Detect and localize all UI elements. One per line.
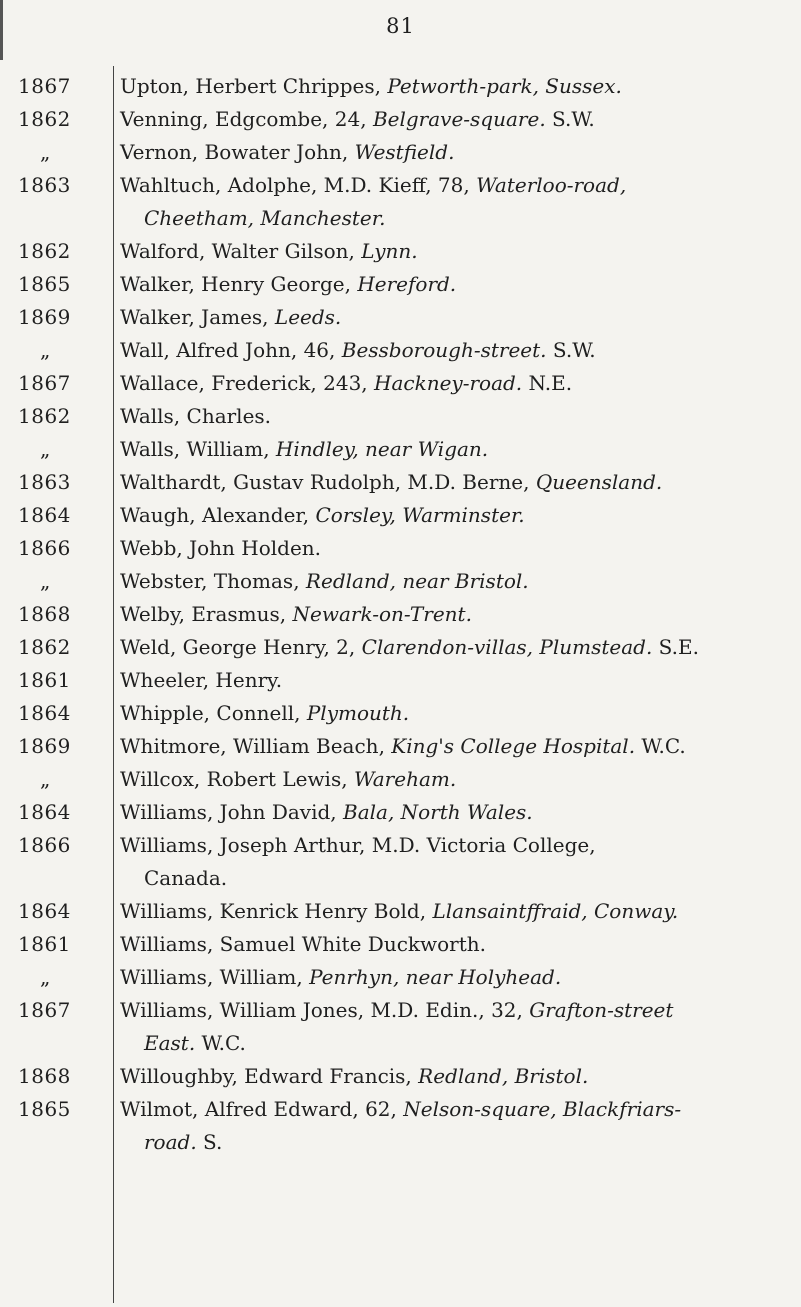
list-item xyxy=(0,664,790,697)
entry-text xyxy=(120,433,790,466)
entry-text xyxy=(120,400,790,433)
entry-place: Clarendon-villas, Plumstead. xyxy=(361,635,653,659)
entry-place: Bessborough-street. xyxy=(341,338,547,362)
list-item xyxy=(0,466,790,499)
entry-name: Walls, William, xyxy=(120,437,276,461)
entry-name: Williams, William, xyxy=(120,965,310,989)
entry-place: Leeds. xyxy=(274,305,342,329)
entry-text xyxy=(120,829,790,895)
entry-place: Nelson-square, Blackfriars- xyxy=(403,1097,682,1121)
entry-year: 1869 xyxy=(18,305,71,329)
list-item xyxy=(0,565,790,598)
entry-text xyxy=(120,499,790,532)
entry-place: Hackney-road. xyxy=(374,371,523,395)
list-item xyxy=(0,70,790,103)
entry-year: 1867 xyxy=(18,371,71,395)
entry-name: Weld, George Henry, 2, xyxy=(120,635,362,659)
entry-year: „ xyxy=(40,569,51,593)
entry-place: Waterloo-road, xyxy=(476,173,627,197)
entry-text xyxy=(120,730,790,763)
entry-place: Hindley, near Wigan. xyxy=(275,437,489,461)
entry-continuation xyxy=(120,1126,790,1159)
entry-name: Wahltuch, Adolphe, M.D. Kieff, 78, xyxy=(120,173,477,197)
list-item xyxy=(0,268,790,301)
entry-place: King's College Hospital. xyxy=(391,734,636,758)
entry-place: Redland, Bristol. xyxy=(418,1064,589,1088)
entry-name: Williams, Samuel White Duckworth. xyxy=(120,932,487,956)
entry-year: 1864 xyxy=(18,701,71,725)
entry-continuation-text: road. xyxy=(144,1130,197,1154)
entry-name: Willcox, Robert Lewis, xyxy=(120,767,354,791)
entry-year: 1866 xyxy=(18,536,71,560)
entry-place: Hereford. xyxy=(357,272,457,296)
list-item xyxy=(0,763,790,796)
entry-place: Belgrave-square. xyxy=(372,107,546,131)
list-item xyxy=(0,829,790,895)
list-item xyxy=(0,367,790,400)
entry-name: Wilmot, Alfred Edward, 62, xyxy=(120,1097,404,1121)
entry-text xyxy=(120,532,790,565)
entry-name: Wheeler, Henry. xyxy=(120,668,283,692)
entry-year: 1869 xyxy=(18,734,71,758)
list-item xyxy=(0,235,790,268)
entry-year: „ xyxy=(40,140,51,164)
entry-district: S.E. xyxy=(652,635,699,659)
entry-place: Redland, near Bristol. xyxy=(305,569,529,593)
entry-continuation-text: Cheetham, Manchester. xyxy=(144,206,386,230)
list-item xyxy=(0,598,790,631)
entry-year: 1862 xyxy=(18,635,71,659)
entry-year: 1867 xyxy=(18,74,71,98)
entry-place: Corsley, Warminster. xyxy=(315,503,525,527)
entry-text xyxy=(120,103,790,136)
list-item xyxy=(0,301,790,334)
list-item xyxy=(0,532,790,565)
entry-name: Walls, Charles. xyxy=(120,404,272,428)
list-item xyxy=(0,400,790,433)
entry-name: Williams, William Jones, M.D. Edin., 32, xyxy=(120,998,530,1022)
entry-text xyxy=(120,763,790,796)
entry-name: Whipple, Connell, xyxy=(120,701,307,725)
entry-name: Waugh, Alexander, xyxy=(120,503,316,527)
entry-place: Penrhyn, near Holyhead. xyxy=(309,965,562,989)
entry-district: S.W. xyxy=(546,338,596,362)
entry-district: W.C. xyxy=(635,734,686,758)
entry-text xyxy=(120,598,790,631)
entry-year: 1862 xyxy=(18,107,71,131)
entry-text xyxy=(120,268,790,301)
list-item xyxy=(0,499,790,532)
entry-year: 1865 xyxy=(18,1097,71,1121)
list-item xyxy=(0,169,790,235)
entry-text xyxy=(120,169,790,235)
page-number: 81 xyxy=(386,14,415,38)
entry-name: Webb, John Holden. xyxy=(120,536,322,560)
entry-name: Walker, James, xyxy=(120,305,275,329)
list-item xyxy=(0,796,790,829)
entry-text xyxy=(120,994,790,1060)
entry-place: Bala, North Wales. xyxy=(343,800,533,824)
entry-place: Grafton-street xyxy=(529,998,674,1022)
entry-year: 1862 xyxy=(18,404,71,428)
entry-continuation xyxy=(120,202,790,235)
entry-place: Wareham. xyxy=(353,767,457,791)
entry-name: Venning, Edgcombe, 24, xyxy=(120,107,373,131)
entry-continuation-text: East. xyxy=(144,1031,196,1055)
entry-district: N.E. xyxy=(522,371,573,395)
entry-place: Plymouth. xyxy=(306,701,410,725)
list-item xyxy=(0,433,790,466)
entry-text xyxy=(120,466,790,499)
entry-text xyxy=(120,895,790,928)
entry-text xyxy=(120,70,790,103)
entry-district: S.W. xyxy=(545,107,595,131)
list-item xyxy=(0,631,790,664)
entry-text xyxy=(120,1093,790,1159)
entry-text xyxy=(120,1060,790,1093)
entry-year: 1861 xyxy=(18,932,71,956)
entry-year: „ xyxy=(40,767,51,791)
entry-text xyxy=(120,928,790,961)
entry-district: S. xyxy=(196,1130,223,1154)
list-item xyxy=(0,928,790,961)
entry-year: 1864 xyxy=(18,800,71,824)
entry-place: Llansaintffraid, Conway. xyxy=(432,899,679,923)
entry-place: Queensland. xyxy=(535,470,663,494)
list-item xyxy=(0,136,790,169)
list-item xyxy=(0,697,790,730)
entry-year: 1866 xyxy=(18,833,71,857)
entry-text xyxy=(120,697,790,730)
entry-continuation xyxy=(120,862,790,895)
entry-name: Whitmore, William Beach, xyxy=(120,734,392,758)
entry-name: Willoughby, Edward Francis, xyxy=(120,1064,419,1088)
entry-year: 1861 xyxy=(18,668,71,692)
list-item xyxy=(0,730,790,763)
entry-place: Petworth-park, Sussex. xyxy=(387,74,622,98)
entry-name: Walford, Walter Gilson, xyxy=(120,239,362,263)
entry-year: 1867 xyxy=(18,998,71,1022)
entry-text xyxy=(120,631,790,664)
entry-year: 1862 xyxy=(18,239,71,263)
entry-name: Williams, John David, xyxy=(120,800,344,824)
entry-year: 1864 xyxy=(18,899,71,923)
entry-year: „ xyxy=(40,965,51,989)
entry-name: Welby, Erasmus, xyxy=(120,602,293,626)
list-item xyxy=(0,895,790,928)
entry-text xyxy=(120,367,790,400)
entry-district: W.C. xyxy=(195,1031,246,1055)
entry-text xyxy=(120,961,790,994)
entry-text xyxy=(120,796,790,829)
entry-name: Vernon, Bowater John, xyxy=(120,140,355,164)
entry-name: Wallace, Frederick, 243, xyxy=(120,371,375,395)
list-item xyxy=(0,1093,790,1159)
entry-text xyxy=(120,301,790,334)
member-list xyxy=(0,70,801,1159)
entry-year: „ xyxy=(40,338,51,362)
list-item xyxy=(0,1060,790,1093)
entry-year: 1868 xyxy=(18,1064,71,1088)
entry-name: Williams, Kenrick Henry Bold, xyxy=(120,899,433,923)
entry-year: 1865 xyxy=(18,272,71,296)
list-item xyxy=(0,994,790,1060)
entry-text xyxy=(120,136,790,169)
entry-text xyxy=(120,334,790,367)
entry-name: Wall, Alfred John, 46, xyxy=(120,338,342,362)
entry-continuation xyxy=(120,1027,790,1060)
list-item xyxy=(0,961,790,994)
entry-text xyxy=(120,235,790,268)
entry-place: Lynn. xyxy=(361,239,418,263)
entry-place: Westfield. xyxy=(354,140,455,164)
entry-year: „ xyxy=(40,437,51,461)
entry-text xyxy=(120,664,790,697)
entry-name: Walthardt, Gustav Rudolph, M.D. Berne, xyxy=(120,470,536,494)
entry-year: 1864 xyxy=(18,503,71,527)
list-item xyxy=(0,103,790,136)
entry-name: Williams, Joseph Arthur, M.D. Victoria College, xyxy=(120,833,596,857)
entry-year: 1863 xyxy=(18,470,71,494)
entry-name: Walker, Henry George, xyxy=(120,272,358,296)
entry-place: Newark-on-Trent. xyxy=(292,602,472,626)
entry-year: 1863 xyxy=(18,173,71,197)
entry-year: 1868 xyxy=(18,602,71,626)
entry-name: Upton, Herbert Chrippes, xyxy=(120,74,388,98)
list-item xyxy=(0,334,790,367)
entry-continuation-text: Canada. xyxy=(144,866,228,890)
entry-text xyxy=(120,565,790,598)
entry-name: Webster, Thomas, xyxy=(120,569,306,593)
